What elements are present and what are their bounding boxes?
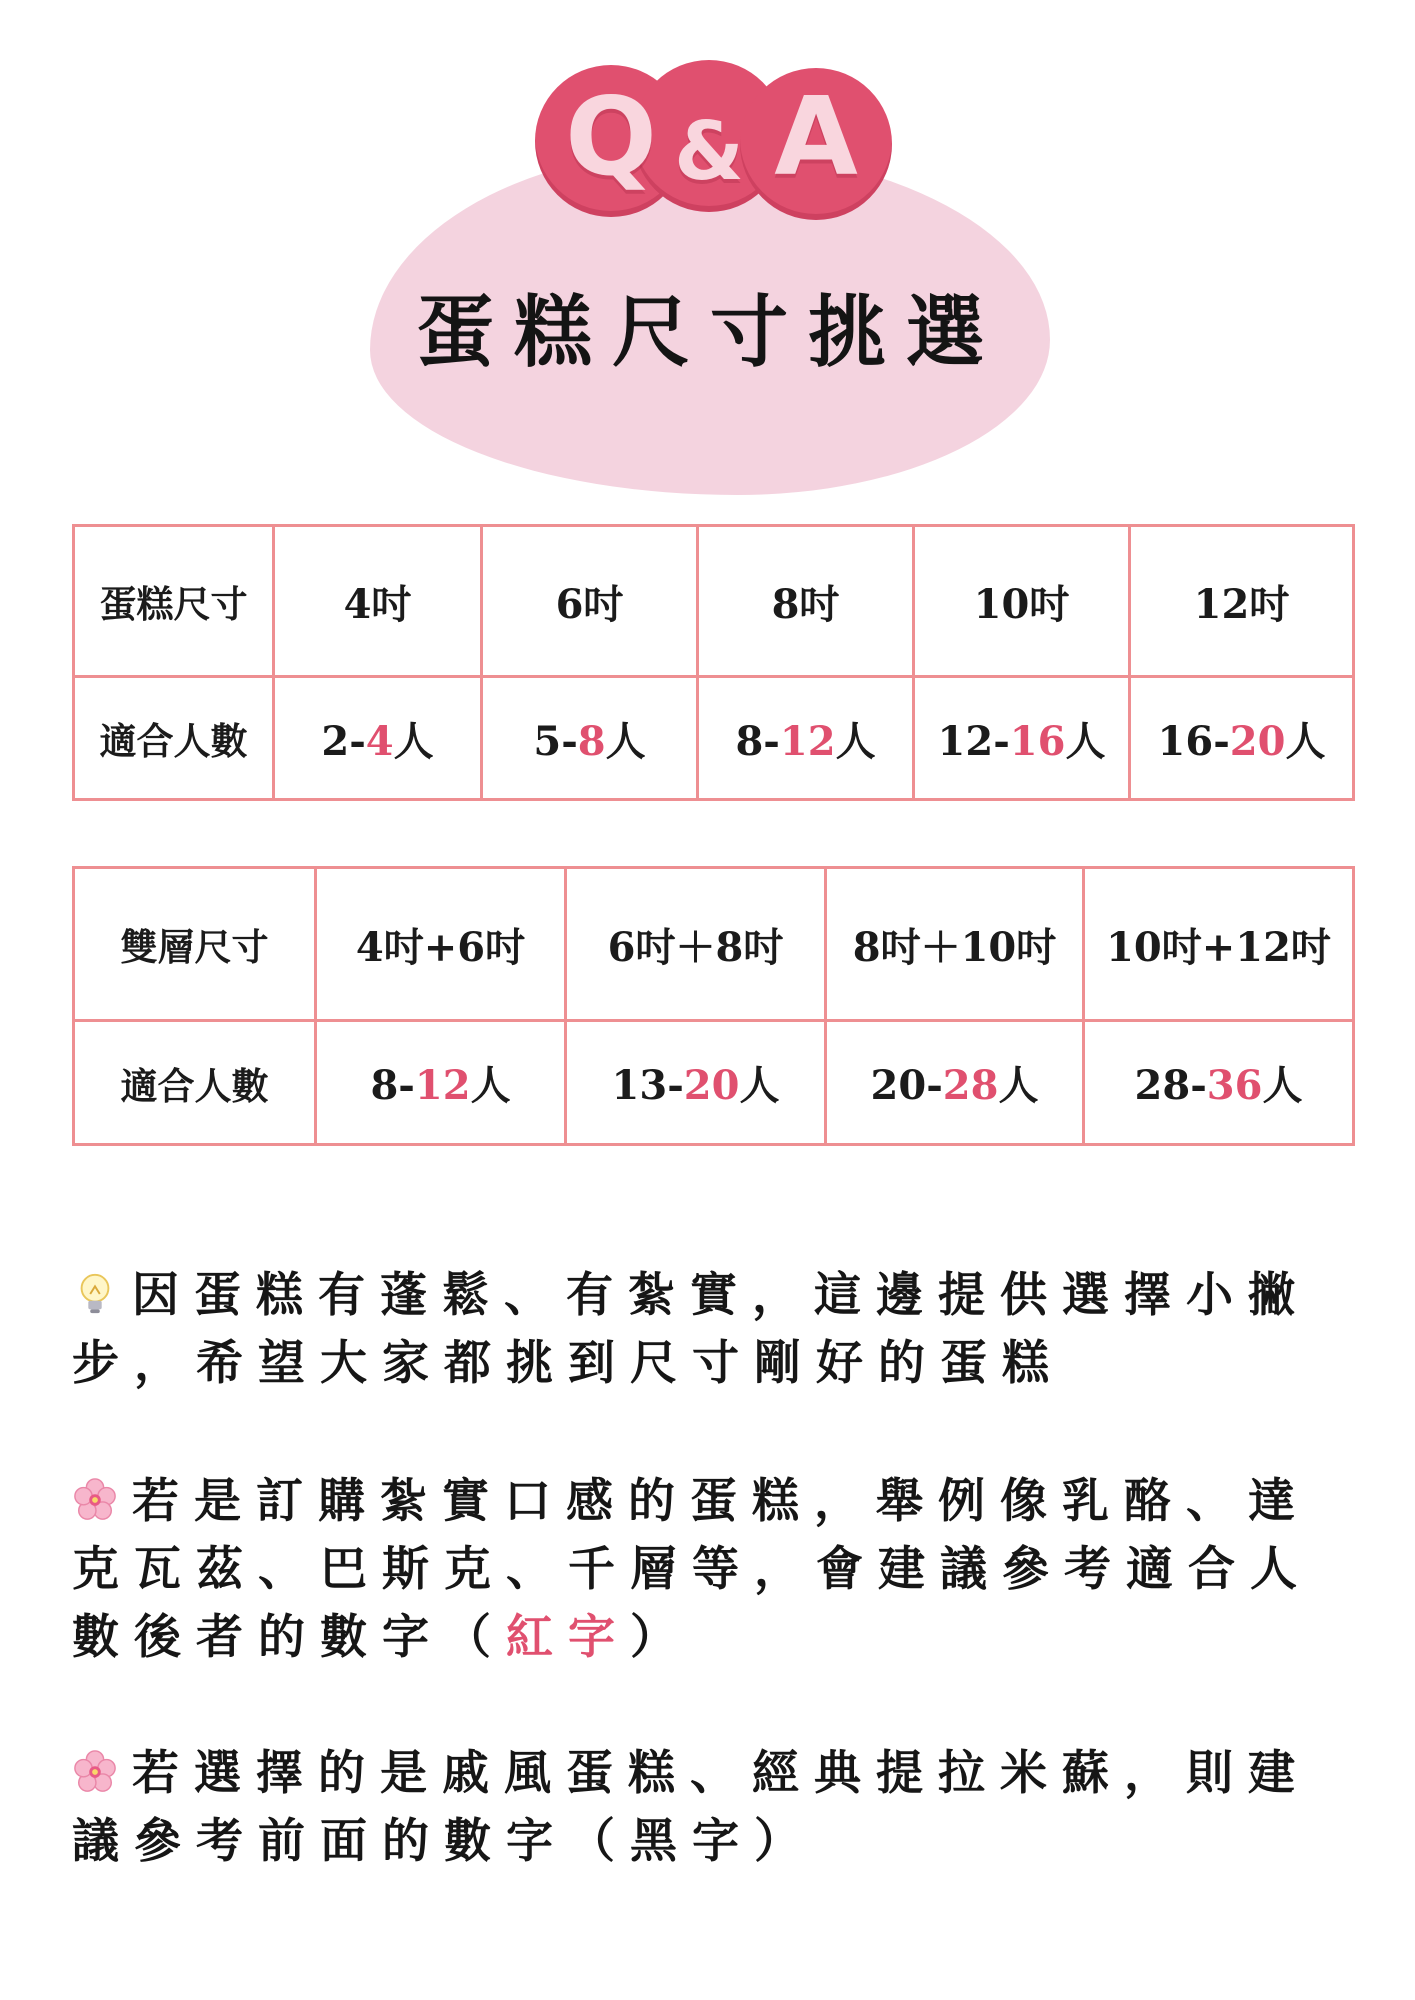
people-cell: 5-8人 (482, 677, 698, 800)
qa-letter-ampersand: & (674, 105, 744, 198)
people-unit: 人 (393, 717, 434, 765)
single-layer-size-table (72, 524, 1355, 801)
people-cell: 13-20人 (566, 1021, 826, 1145)
people-unit: 人 (1065, 717, 1106, 765)
page-title: 蛋糕尺寸挑選 (415, 287, 1004, 378)
people-cell: 8-12人 (316, 1021, 566, 1145)
people-min: 8 (735, 717, 764, 765)
people-unit: 人 (1285, 717, 1326, 765)
people-min: 28 (1134, 1062, 1191, 1109)
people-cell: 16-20人 (1130, 677, 1354, 800)
people-cell: 28-36人 (1084, 1021, 1354, 1145)
people-min: 12 (937, 717, 994, 765)
people-max: 28 (942, 1062, 999, 1109)
table-row (74, 868, 1354, 1021)
people-max: 4 (365, 717, 394, 765)
people-unit: 人 (998, 1062, 1039, 1109)
people-max: 16 (1009, 717, 1066, 765)
people-min: 16 (1157, 717, 1214, 765)
table-row (74, 677, 1354, 800)
note-paragraph-fluffy-vs-dense (72, 1262, 1342, 1398)
people-unit: 人 (835, 717, 876, 765)
lightbulb-icon (72, 1271, 118, 1317)
size-header-label: 蛋糕尺寸 (74, 526, 274, 677)
people-unit: 人 (739, 1062, 780, 1109)
size-header-label: 雙層尺寸 (74, 868, 316, 1021)
people-cell: 2-4人 (274, 677, 482, 800)
people-max: 36 (1206, 1062, 1263, 1109)
size-cell: 12吋 (1130, 526, 1354, 677)
cherry-blossom-icon (72, 1477, 118, 1523)
people-max: 12 (414, 1062, 471, 1109)
people-min: 8 (370, 1062, 399, 1109)
note-text-end: ） (630, 1610, 692, 1665)
table-row (74, 1021, 1354, 1145)
people-max: 20 (1229, 717, 1286, 765)
cherry-blossom-icon (72, 1749, 118, 1795)
note-paragraph-chiffon-cakes (72, 1740, 1342, 1876)
note-text: 若是訂購紮實口感的蛋糕，舉例像乳酪、達克瓦茲、巴斯克、千層等，會建議參考適合人數後者的數字（ (72, 1474, 1312, 1665)
header (0, 0, 1415, 520)
size-cell: 8吋 (698, 526, 914, 677)
size-cell: 4吋 (274, 526, 482, 677)
size-cell: 10吋 (914, 526, 1130, 677)
size-cell: 4吋+6吋 (316, 868, 566, 1021)
qa-letter-q: Q (565, 75, 657, 200)
people-cell: 12-16人 (914, 677, 1130, 800)
qa-letter-a: A (774, 75, 858, 200)
people-header-label: 適合人數 (74, 677, 274, 800)
red-text-highlight: 紅字 (506, 1610, 630, 1665)
size-cell: 10吋+12吋 (1084, 868, 1354, 1021)
size-cell: 8吋＋10吋 (826, 868, 1084, 1021)
people-cell: 8-12人 (698, 677, 914, 800)
people-unit: 人 (470, 1062, 511, 1109)
people-min: 5 (533, 717, 562, 765)
size-cell: 6吋 (482, 526, 698, 677)
people-min: 20 (870, 1062, 927, 1109)
note-text: 因蛋糕有蓬鬆、有紮實，這邊提供選擇小撇步，希望大家都挑到尺寸剛好的蛋糕 (72, 1268, 1310, 1391)
double-layer-size-table (72, 866, 1355, 1146)
people-max: 8 (577, 717, 606, 765)
people-header-label: 適合人數 (74, 1021, 316, 1145)
people-unit: 人 (605, 717, 646, 765)
people-max: 20 (683, 1062, 740, 1109)
size-cell: 6吋＋8吋 (566, 868, 826, 1021)
people-cell: 20-28人 (826, 1021, 1084, 1145)
people-max: 12 (779, 717, 836, 765)
table-row (74, 526, 1354, 677)
people-min: 2 (321, 717, 350, 765)
people-min: 13 (611, 1062, 668, 1109)
note-paragraph-dense-cakes (72, 1468, 1342, 1672)
note-text: 若選擇的是戚風蛋糕、經典提拉米蘇，則建議參考前面的數字（黑字） (72, 1746, 1310, 1869)
people-unit: 人 (1262, 1062, 1303, 1109)
